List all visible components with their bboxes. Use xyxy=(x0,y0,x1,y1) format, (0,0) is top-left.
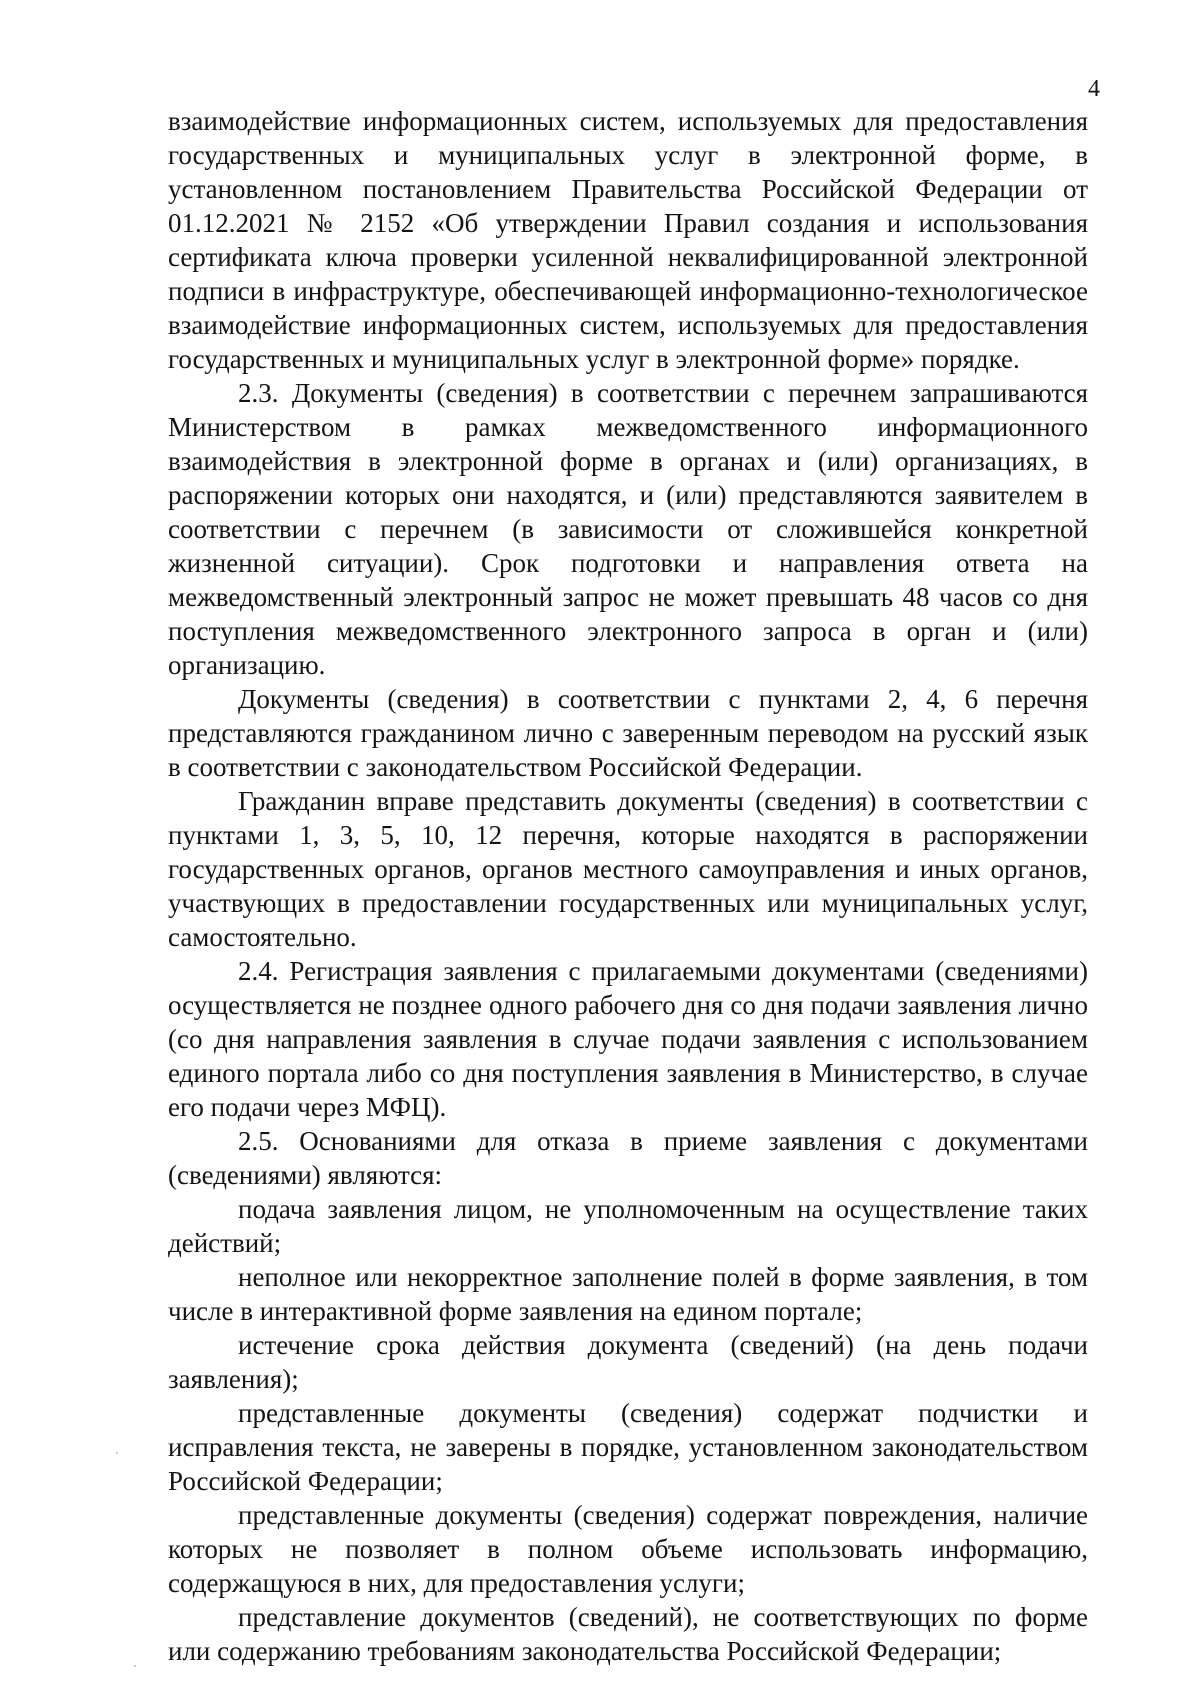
paragraph-2-3: 2.3. Документы (сведения) в соответствии с перечнем запрашиваются Министерством в рамках межведомственного информационного взаимодействия в электронной форме в органах и (или) организациях, в распоряжении которых они находятся, и (или) представляются заявителем в соответствии с перечнем (в зависимости от сложившейся конкретной жизненной ситуации). Срок подготовки и направления ответа на межведомственный электронный запрос не может превышать 48 часов со дня поступления межведомственного электронного запроса в орган и (или) организацию. xyxy=(168,378,1088,680)
paragraph-documents-translation: Документы (сведения) в соответствии с пунктами 2, 4, 6 перечня представляются гражданином лично с заверенным переводом на русский язык в соответствии с законодательством Российской Федерации. xyxy=(168,684,1088,782)
page-number: 4 xyxy=(1088,76,1100,102)
refusal-ground-expired: истечение срока действия документа (сведений) (на день подачи заявления); xyxy=(168,1330,1088,1394)
paragraph-citizen-right: Гражданин вправе представить документы (сведения) в соответствии с пунктами 1, 3, 5, 10, 12 перечня, которые находятся в распоряжении государственных органов, органов местного самоуправления и иных органов, участвующих в предоставлении государственных или муниципальных услуг, самостоятельно. xyxy=(168,786,1088,952)
paragraph-continuation: взаимодействие информационных систем, используемых для предоставления государственных и муниципальных услуг в электронной форме, в установленном постановлением Правительства Российской Федерации от 01.12.2021 № 2152 «Об утверждении Правил создания и использования сертификата ключа проверки усиленной неквалифицированной электронной подписи в инфраструктуре, обеспечивающей информационно-технологическое взаимодействие информационных систем, используемых для предоставления государственных и муниципальных услуг в электронной форме» порядке. xyxy=(168,106,1088,374)
paragraph-2-4: 2.4. Регистрация заявления с прилагаемыми документами (сведениями) осуществляется не позднее одного рабочего дня со дня подачи заявления лично (со дня направления заявления в случае подачи заявления с использованием единого портала либо со дня поступления заявления в Министерство, в случае его подачи через МФЦ). xyxy=(168,956,1088,1122)
refusal-ground-unauthorized: подача заявления лицом, не уполномоченным на осуществление таких действий; xyxy=(168,1194,1088,1258)
scan-speck xyxy=(116,1452,118,1454)
scan-speck xyxy=(134,1665,136,1667)
refusal-ground-corrections: представленные документы (сведения) содержат подчистки и исправления текста, не заверены в порядке, установленном законодательством Российской Федерации; xyxy=(168,1398,1088,1496)
refusal-ground-nonconforming: представление документов (сведений), не соответствующих по форме или содержанию требованиям законодательства Российской Федерации; xyxy=(168,1602,1088,1666)
document-body xyxy=(168,104,1088,1668)
refusal-ground-damaged: представленные документы (сведения) содержат повреждения, наличие которых не позволяет в полном объеме использовать информацию, содержащуюся в них, для предоставления услуги; xyxy=(168,1500,1088,1598)
refusal-ground-incomplete-form: неполное или некорректное заполнение полей в форме заявления, в том числе в интерактивной форме заявления на едином портале; xyxy=(168,1262,1088,1326)
paragraph-2-5: 2.5. Основаниями для отказа в приеме заявления с документами (сведениями) являются: xyxy=(168,1126,1088,1190)
